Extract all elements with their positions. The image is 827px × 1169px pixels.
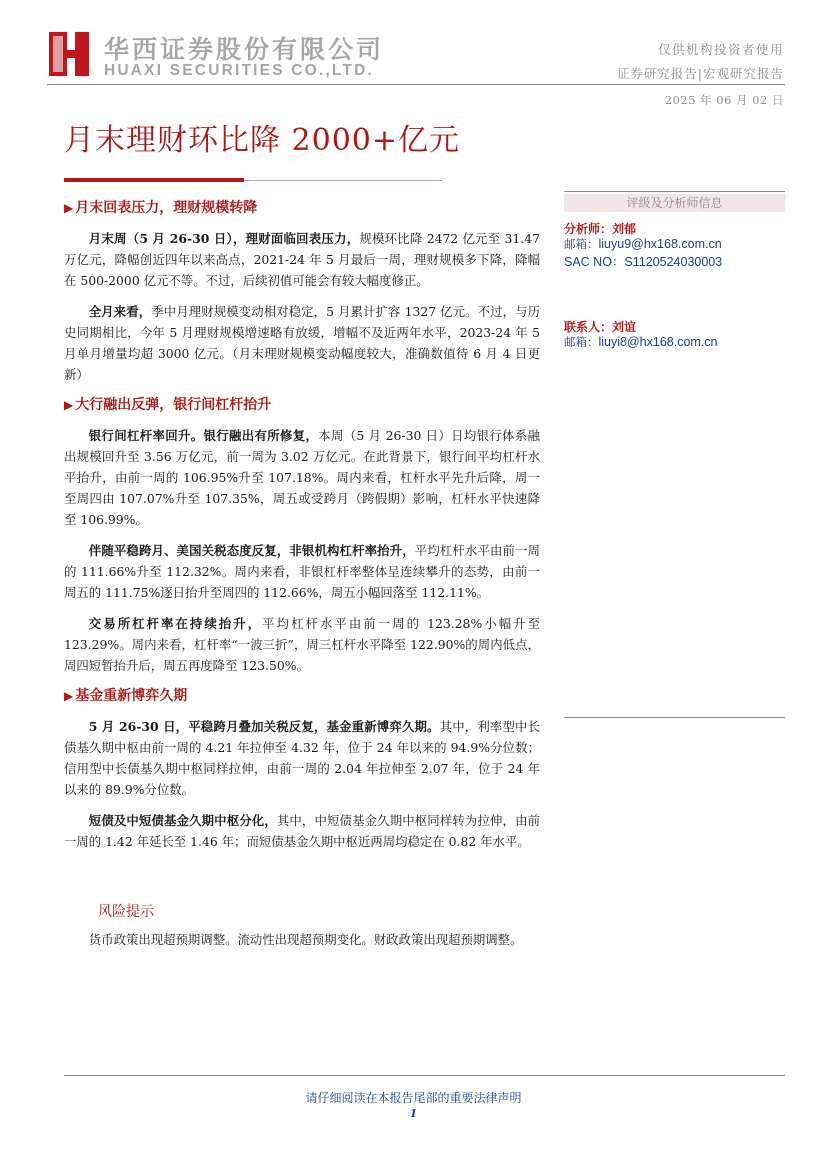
company-name-cn: 华西证券股份有限公司 (104, 35, 385, 64)
paragraph: 全月来看，季中月理财规模变动相对稳定，5 月累计扩容 1327 亿元。不过，与历史同期相比，今年 5 月理财规模增速略有放缓，增幅不及近两年水平，2023-24 年 5 月单月增量均超 3000 亿元。（月末理财规模变动幅度较大，准确数值待 6 月 4 日更新） (64, 304, 541, 382)
section-heading: ▶ 大行融出反弹，银行间杠杆抬升 (64, 397, 272, 413)
triangle-bullet-icon: ▶ (64, 398, 74, 412)
paragraph: 伴随平稳跨月、美国关税态度反复，非银机构杠杆率抬升，平均杠杆水平由前一周的 111.66%升至 112.32%。周内来看，非银杠杆率整体呈连续攀升的态势，由前一周五的 111.75%逐日抬升至周四的 112.66%，周五小幅回落至 112.11%。 (64, 543, 541, 600)
analyst-info-panel (564, 212, 785, 718)
title-underline (244, 180, 442, 181)
report-title: 月末理财环比降 2000+亿元 (64, 123, 461, 158)
sidebar-top-rule (564, 191, 785, 192)
header-divider (47, 84, 785, 85)
report-date: 2025 年 06 月 02 日 (664, 93, 784, 107)
footer-divider (64, 1075, 785, 1076)
triangle-bullet-icon: ▶ (64, 689, 74, 703)
sac-number: SAC NO：S1120524030003 (564, 255, 723, 269)
paragraph: 银行间杠杆率回升。银行融出有所修复，本周（5 月 26-30 日）日均银行体系融出规模回升至 3.56 万亿元，前一周为 3.02 万亿元。在此背景下，银行间平均杠杆水平抬升，由前一周的 106.95%升至 107.18%。周内来看，杠杆水平先升后降，周一至周四由 107.07%升至 107.35%，周五或受跨月（跨假期）影响，杠杆水平快速降至 106.99%。 (64, 428, 541, 527)
title-accent-bar (64, 178, 244, 182)
analyst-email-link[interactable]: liuyu9@hx168.com.cn (598, 237, 722, 251)
analyst-name: 分析师：刘郁 (564, 222, 637, 236)
paragraph: 短债及中短债基金久期中枢分化，其中，中短债基金久期中枢同样转为拉伸，由前一周的 1.42 年延长至 1.46 年；而短债基金久期中枢近两周均稳定在 0.82 年水平。 (64, 813, 540, 849)
risk-text: 货币政策出现超预期调整。流动性出现超预期变化。财政政策出现超预期调整。 (88, 932, 523, 947)
contact-email-link[interactable]: liuyi8@hx168.com.cn (598, 335, 718, 349)
triangle-bullet-icon: ▶ (64, 201, 74, 215)
company-name-en: HUAXI SECURITIES CO.,LTD. (104, 62, 375, 79)
page-number: 1 (409, 1107, 418, 1120)
paragraph: 交易所杠杆率在持续抬升，平均杠杆水平由前一周的 123.28%小幅升至 123.29%。周内来看，杠杆率“一波三折”，周三杠杆水平降至 122.90%的周内低点，周四短暂抬升后，周五再度降至 123.50%。 (64, 616, 541, 673)
contact-email-row: 邮箱：liuyi8@hx168.com.cn (564, 335, 718, 349)
sidebar-header: 评级及分析师信息 (564, 194, 785, 212)
audience-note: 仅供机构投资者使用 (657, 42, 784, 57)
main-content (64, 198, 540, 862)
section-heading: ▶ 月末回表压力，理财规模转降 (64, 200, 258, 216)
section-heading: ▶ 基金重新博弈久期 (64, 688, 188, 704)
contact-name: 联系人：刘谊 (564, 320, 637, 334)
analyst-email-row: 邮箱：liuyu9@hx168.com.cn (564, 237, 722, 251)
report-type: 证券研究报告|宏观研究报告 (616, 66, 784, 81)
paragraph: 月末周（5 月 26-30 日），理财面临回表压力，规模环比降 2472 亿元至 31.47 万亿元，降幅创近四年以来高点，2021-24 年 5 月最后一周，理财规模多下降，降幅在 500-2000 亿元不等。不过，后续初值可能会有较大幅度修正。 (64, 231, 540, 288)
paragraph: 5 月 26-30 日，平稳跨月叠加关税反复，基金重新博弈久期。其中，利率型中长债基久期中枢由前一周的 4.21 年拉伸至 4.32 年，位于 24 年以来的 94.9%分位数；信用型中长债基久期中枢同样拉伸，由前一周的 2.04 年拉伸至 2.07 年，位于 24 年以来的 89.9%分位数。 (64, 719, 540, 797)
footer-disclaimer: 请仔细阅读在本报告尾部的重要法律声明 (305, 1091, 522, 1105)
risk-heading: 风险提示 (98, 904, 154, 920)
huaxi-logo-icon (47, 30, 91, 78)
